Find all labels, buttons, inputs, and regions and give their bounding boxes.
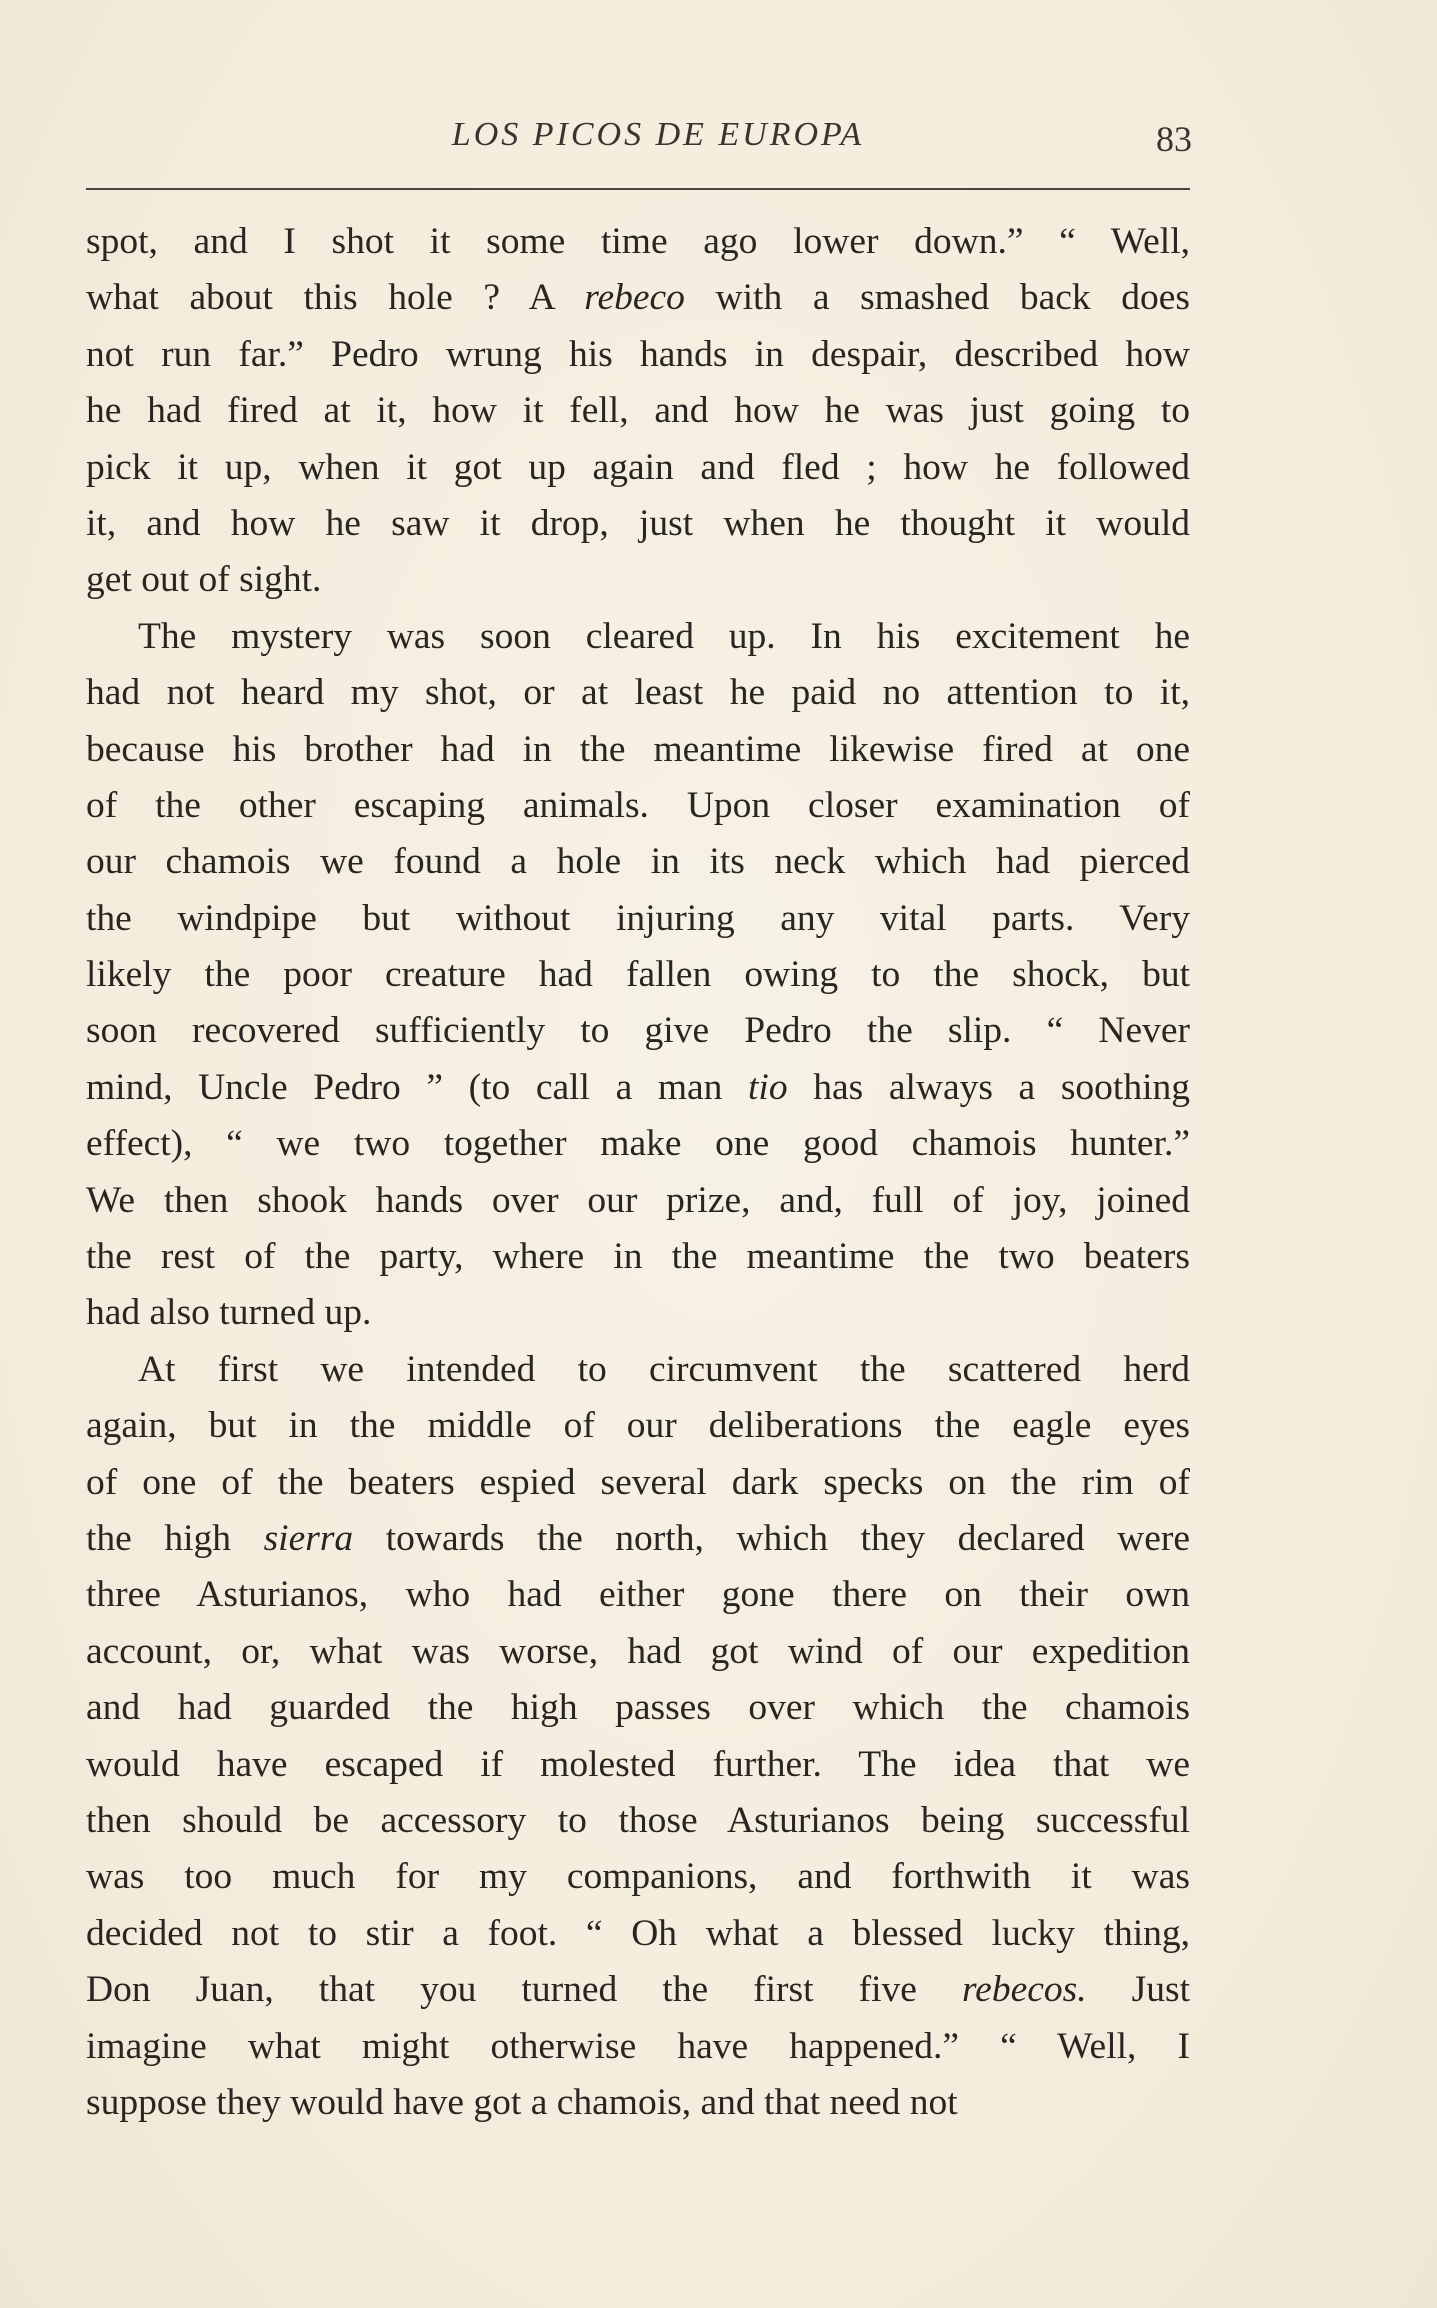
text-line: Don Juan, that you turned the first five rebecos. Just xyxy=(86,1969,1191,2011)
text-line: three Asturianos, who had either gone there on their own xyxy=(86,1574,1190,1616)
text-line: likely the poor creature had fallen owing to the shock, but xyxy=(86,954,1190,996)
italic-word: rebeco xyxy=(584,277,685,319)
text-line: of the other escaping animals. Upon closer examination of xyxy=(86,784,1190,826)
text-line: he had fired at it, how it fell, and how he was just going to xyxy=(86,390,1190,432)
text-line: not run far.” Pedro wrung his hands in despair, described how xyxy=(86,333,1190,375)
text-line: it, and how he saw it drop, just when he thought it would xyxy=(86,502,1190,544)
page-number: 83 xyxy=(1156,119,1192,159)
text-line: again, but in the middle of our deliberations the eagle eyes xyxy=(86,1405,1190,1447)
text-line: We then shook hands over our prize, and, full of joy, joined xyxy=(86,1179,1190,1221)
text-line: our chamois we found a hole in its neck which had pierced xyxy=(86,841,1190,883)
text-line: pick it up, when it got up again and fled ; how he followed xyxy=(86,446,1190,488)
text-line: suppose they would have got a chamois, and that need not xyxy=(86,2081,958,2123)
text-line: then should be accessory to those Asturianos being successful xyxy=(86,1799,1190,1841)
text-line: At first we intended to circumvent the scattered herd xyxy=(138,1348,1190,1390)
text-line: because his brother had in the meantime likewise fired at one xyxy=(86,728,1190,770)
italic-word: rebecos. xyxy=(961,1969,1087,2011)
text-line: of one of the beaters espied several dark specks on the rim of xyxy=(86,1461,1190,1503)
text-line: and had guarded the high passes over which the chamois xyxy=(86,1687,1190,1729)
body-text xyxy=(86,214,1190,2131)
header-rule xyxy=(86,188,1190,190)
text-line: would have escaped if molested further. The idea that we xyxy=(86,1743,1190,1785)
running-head xyxy=(86,116,1190,166)
text-line: had also turned up. xyxy=(86,1292,372,1334)
text-line: soon recovered sufficiently to give Pedro the slip. “ Never xyxy=(86,1010,1190,1052)
text-line: effect), “ we two together make one good chamois hunter.” xyxy=(86,1123,1190,1165)
text-line: spot, and I shot it some time ago lower down.” “ Well, xyxy=(86,221,1190,262)
text-line: the rest of the party, where in the meantime the two beaters xyxy=(86,1236,1190,1278)
text-line: get out of sight. xyxy=(86,559,322,601)
text-line: was too much for my companions, and forthwith it was xyxy=(86,1856,1190,1898)
text-line: the windpipe but without injuring any vital parts. Very xyxy=(86,897,1190,939)
text-line: imagine what might otherwise have happened.” “ Well, I xyxy=(86,2025,1190,2067)
text-line: had not heard my shot, or at least he paid no attention to it, xyxy=(86,672,1190,714)
text-line: what about this hole ? A rebeco with a smashed back does xyxy=(86,277,1190,319)
text-line: account, or, what was worse, had got wind of our expedition xyxy=(86,1630,1190,1672)
text-line: the high sierra towards the north, which they declared were xyxy=(86,1517,1191,1559)
running-title: LOS PICOS DE EUROPA xyxy=(451,116,865,153)
text-line: The mystery was soon cleared up. In his excitement he xyxy=(138,615,1190,657)
text-line: mind, Uncle Pedro ” (to call a man tio has always a soothing xyxy=(86,1066,1190,1108)
italic-word: tio xyxy=(748,1066,788,1108)
text-line: decided not to stir a foot. “ Oh what a blessed lucky thing, xyxy=(86,1912,1190,1954)
italic-word: sierra xyxy=(263,1517,354,1559)
